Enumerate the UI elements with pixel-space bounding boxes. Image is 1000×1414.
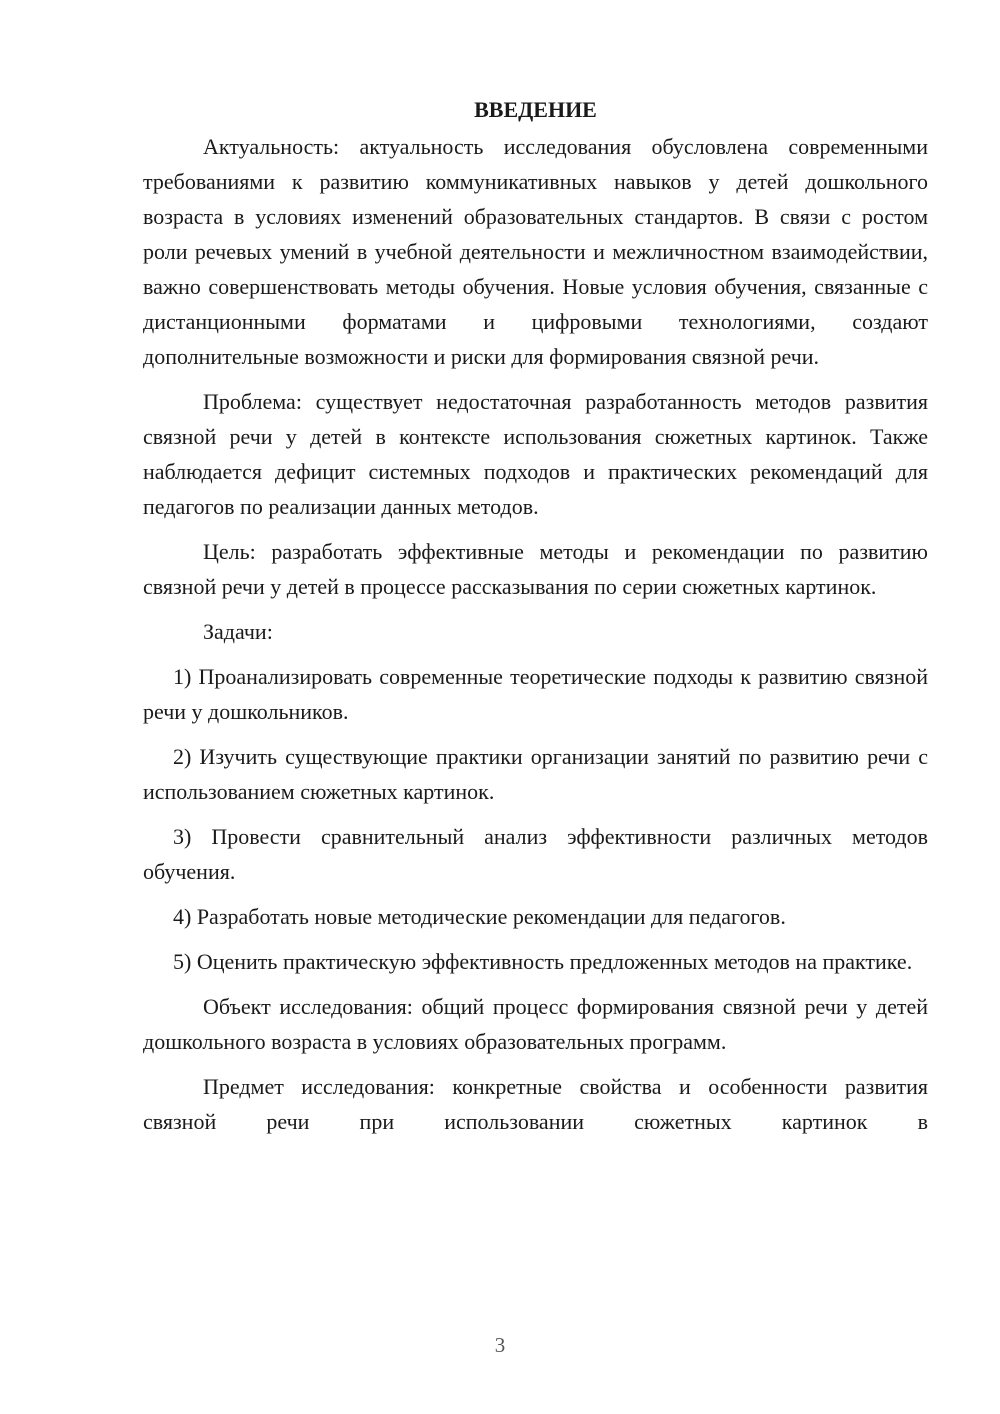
paragraph-goal: Цель: разработать эффективные методы и рекомендации по развитию связной речи у детей в процессе рассказывания по серии сюжетных картинок. [143, 539, 928, 599]
tasks-label: Задачи: [203, 619, 273, 644]
paragraph-problem: Проблема: существует недостаточная разработанность методов развития связной речи у детей в контексте использования сюжетных картинок. Также наблюдается дефицит системных подходов и практических рекомендаций для педагогов по реализации данных методов. [143, 389, 928, 519]
task-item-4: 4) Разработать новые методические рекомендации для педагогов. [173, 904, 786, 929]
task-item-5: 5) Оценить практическую эффективность предложенных методов на практике. [173, 949, 913, 974]
section-title: ВВЕДЕНИЕ [474, 97, 597, 122]
document-page [143, 92, 928, 1149]
paragraph-relevance: Актуальность: актуальность исследования обусловлена современными требованиями к развитию коммуникативных навыков у детей дошкольного возраста в условиях изменений образовательных стандартов. В связи с ростом роли речевых умений в учебной деятельности и межличностном взаимодействии, важно совершенствовать методы обучения. Новые условия обучения, связанные с дистанционными форматами и цифровыми технологиями, создают дополнительные возможности и риски для формирования связной речи. [143, 134, 928, 369]
task-item-3: 3) Провести сравнительный анализ эффективности различных методов обучения. [143, 824, 928, 884]
task-item-1: 1) Проанализировать современные теоретические подходы к развитию связной речи у дошкольников. [143, 664, 928, 724]
page-number: 3 [494, 1333, 506, 1357]
paragraph-object: Объект исследования: общий процесс формирования связной речи у детей дошкольного возраста в условиях образовательных программ. [143, 994, 928, 1054]
task-item-2: 2) Изучить существующие практики организации занятий по развитию речи с использованием сюжетных картинок. [143, 744, 928, 804]
paragraph-subject: Предмет исследования: конкретные свойства и особенности развития связной речи при использовании сюжетных картинок в [143, 1074, 928, 1134]
